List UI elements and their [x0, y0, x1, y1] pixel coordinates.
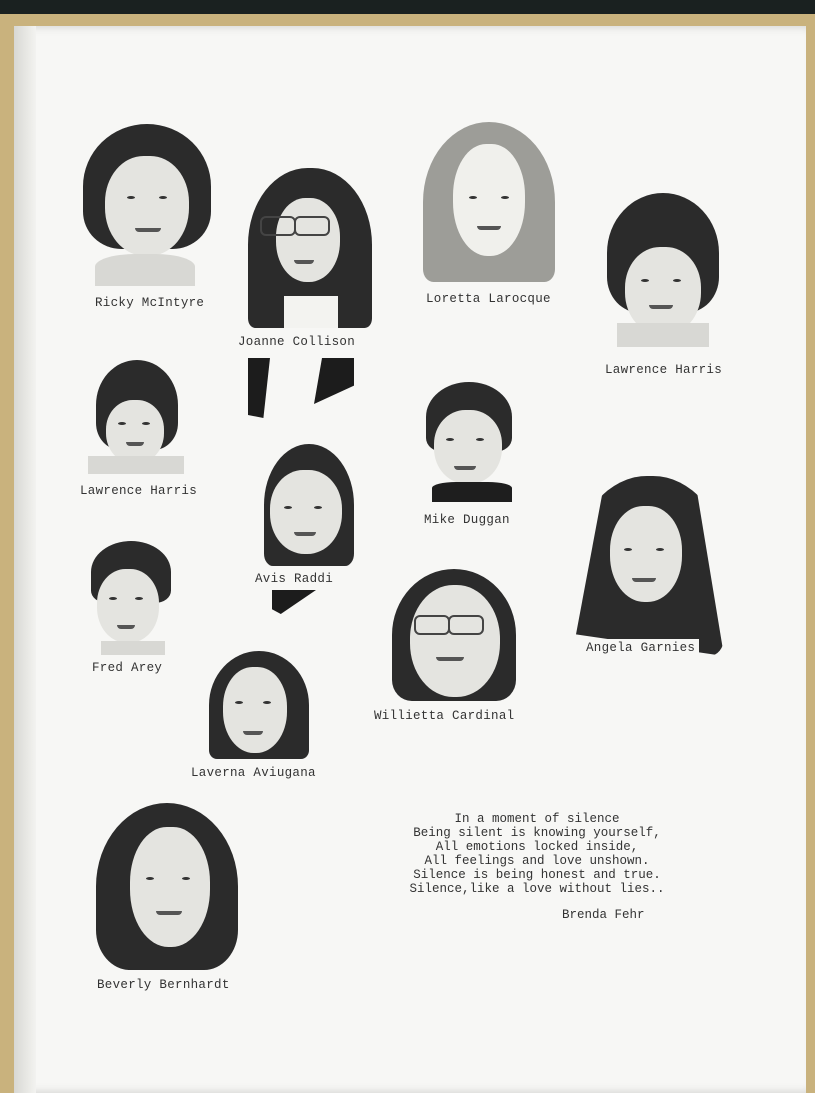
student-photo-avis-raddi	[264, 444, 354, 566]
page-gutter	[14, 26, 36, 1093]
poem-line: Silence is being honest and true.	[413, 868, 661, 882]
student-photo-mike-duggan	[426, 382, 512, 502]
student-name: Mike Duggan	[424, 513, 510, 527]
student-photo-angela-garnies	[552, 476, 724, 656]
student-photo-ricky-mcintyre	[83, 124, 211, 286]
student-photo-fred-arey	[91, 541, 171, 655]
poem-author: Brenda Fehr	[562, 908, 645, 922]
student-name: Loretta Larocque	[426, 292, 551, 306]
student-photo-lawrence-harris-right	[607, 193, 719, 347]
poem	[392, 812, 682, 896]
student-name: Joanne Collison	[238, 335, 356, 349]
student-name: Beverly Bernhardt	[97, 978, 230, 992]
student-name: Avis Raddi	[255, 572, 334, 586]
student-name: Ricky McIntyre	[95, 296, 205, 310]
student-name: Fred Arey	[92, 661, 163, 675]
poem-line: Silence,like a love without lies..	[409, 882, 665, 896]
student-photo-lawrence-harris-left	[88, 360, 184, 474]
student-name: Angela Garnies	[582, 639, 699, 657]
poem-line: All feelings and love unshown.	[424, 854, 650, 868]
student-name: Lawrence Harris	[605, 363, 723, 377]
student-photo-willietta-cardinal	[392, 569, 516, 701]
poem-line: Being silent is knowing yourself,	[413, 826, 661, 840]
student-name: Lawrence Harris	[80, 484, 198, 498]
poem-line: All emotions locked inside,	[435, 840, 639, 854]
student-photo-beverly-bernhardt	[96, 803, 238, 970]
student-name: Willietta Cardinal	[374, 709, 515, 723]
poem-line: In a moment of silence	[454, 812, 620, 826]
student-name: Laverna Aviugana	[191, 766, 316, 780]
student-photo-loretta-larocque	[423, 122, 555, 282]
student-photo-laverna-aviugana	[209, 651, 309, 759]
student-photo-joanne-collison	[248, 168, 372, 328]
